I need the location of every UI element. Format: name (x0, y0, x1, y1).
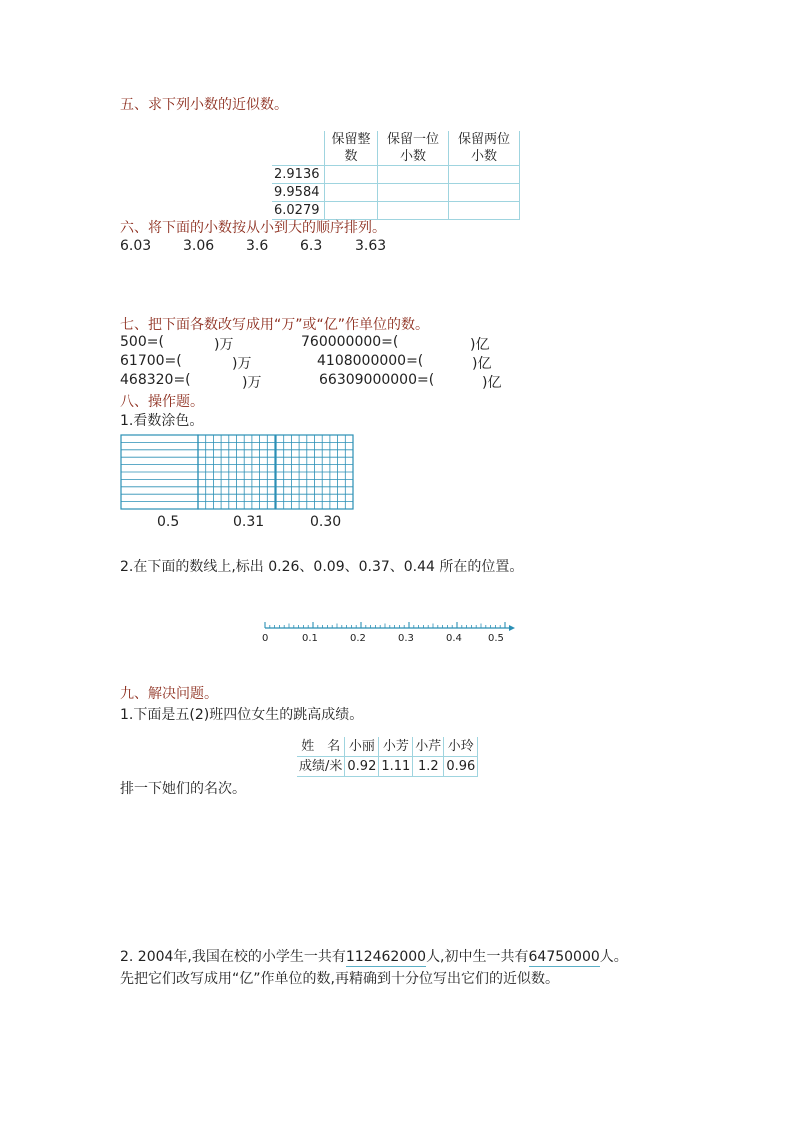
conversion-left: 66309000000=( (319, 372, 435, 388)
conversion-unit: )亿 (470, 337, 490, 353)
conversion-unit: )万 (242, 375, 262, 391)
answer-cell[interactable] (449, 202, 520, 220)
answer-cell[interactable] (378, 184, 449, 202)
section5-heading: 五、求下列小数的近似数。 (120, 97, 288, 113)
header-label: 姓 名 (297, 737, 345, 757)
question-text: 1.看数涂色。 (120, 413, 204, 429)
student-name: 小芹 (413, 737, 444, 757)
student-name: 小芳 (379, 737, 413, 757)
approximation-table (272, 131, 520, 220)
answer-cell[interactable] (378, 166, 449, 184)
conversion-left: 760000000=( (301, 334, 399, 350)
conversion-unit: )亿 (482, 375, 502, 391)
high-jump-table (297, 737, 478, 777)
number-list-item: 6.3 (300, 238, 323, 254)
grid-strips-0.5[interactable] (121, 435, 198, 509)
score-cell: 0.92 (345, 757, 379, 777)
answer-cell[interactable] (325, 166, 378, 184)
section7-heading: 七、把下面各数改写成用“万”或“亿”作单位的数。 (120, 317, 430, 333)
section8-heading: 八、操作题。 (120, 394, 204, 410)
score-cell: 0.96 (444, 757, 478, 777)
number-line-label: 0 (262, 633, 269, 644)
highlight-number: 64750000 (528, 949, 600, 965)
coloring-grids (118, 432, 358, 512)
table-row (297, 757, 478, 777)
grid-label: 0.30 (310, 514, 342, 530)
question-text: 1.下面是五(2)班四位女生的跳高成绩。 (120, 707, 364, 723)
student-name: 小玲 (444, 737, 478, 757)
row-number: 6.0279 (272, 202, 325, 220)
header-cell-integer: 保留整 数 (325, 131, 378, 166)
student-name: 小丽 (345, 737, 379, 757)
question-text: 2. 2004年,我国在校的小学生一共有 (120, 949, 346, 965)
answer-cell[interactable] (378, 202, 449, 220)
conversion-unit: )万 (232, 356, 252, 372)
conversion-left: 468320=( (120, 372, 191, 388)
number-line-label: 0.5 (488, 633, 504, 644)
number-list-item: 3.6 (246, 238, 269, 254)
row-number: 9.9584 (272, 184, 325, 202)
number-list-item: 3.63 (355, 238, 387, 254)
number-line[interactable] (258, 618, 520, 648)
answer-cell[interactable] (449, 166, 520, 184)
arrow-right-icon (509, 625, 515, 631)
highlight-number: 112462000 (345, 949, 427, 965)
answer-cell[interactable] (449, 184, 520, 202)
number-list-item: 6.03 (120, 238, 152, 254)
table-row (297, 737, 478, 757)
score-cell: 1.11 (379, 757, 413, 777)
conversion-left: 500=( (120, 334, 164, 350)
score-cell: 1.2 (413, 757, 444, 777)
number-line-label: 0.2 (350, 633, 366, 644)
number-line-label: 0.4 (446, 633, 462, 644)
conversion-unit: )亿 (472, 356, 492, 372)
question-text: 排一下她们的名次。 (120, 781, 246, 797)
conversion-left: 4108000000=( (317, 353, 424, 369)
question-text: 先把它们改写成用“亿”作单位的数,再精确到十分位写出它们的近似数。 (120, 971, 559, 987)
grid-hundred-0.31[interactable] (198, 435, 275, 509)
conversion-left: 61700=( (120, 353, 182, 369)
table-corner-cell (272, 131, 325, 166)
table-row (272, 166, 520, 184)
row-number: 2.9136 (272, 166, 325, 184)
grid-hundred-0.30[interactable] (276, 435, 353, 509)
question-line (120, 946, 628, 966)
number-line-label: 0.1 (302, 633, 318, 644)
question-text: 2.在下面的数线上,标出 0.26、0.09、0.37、0.44 所在的位置。 (120, 559, 524, 575)
number-list-item: 3.06 (183, 238, 215, 254)
number-line-label: 0.3 (398, 633, 414, 644)
section9-heading: 九、解决问题。 (120, 686, 218, 702)
grid-label: 0.5 (157, 514, 180, 530)
conversion-unit: )万 (214, 337, 234, 353)
question-text: 人,初中生一共有 (426, 949, 529, 965)
header-cell-two-decimal: 保留两位 小数 (449, 131, 520, 166)
section6-heading: 六、将下面的小数按从小到大的顺序排列。 (120, 220, 386, 236)
question-text: 人。 (599, 949, 628, 965)
header-cell-one-decimal: 保留一位 小数 (378, 131, 449, 166)
grid-label: 0.31 (233, 514, 265, 530)
answer-cell[interactable] (325, 184, 378, 202)
row-label: 成绩/米 (297, 757, 345, 777)
table-row (272, 184, 520, 202)
